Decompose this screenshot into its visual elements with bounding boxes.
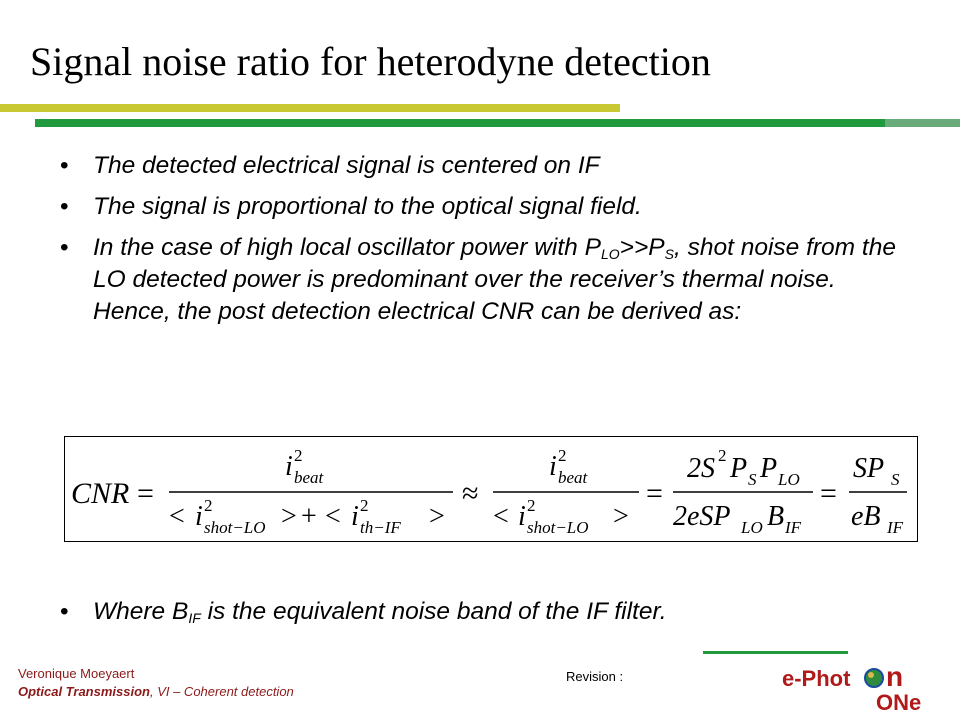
last-bullet bbox=[60, 596, 920, 628]
formula-num4: SP bbox=[853, 453, 885, 484]
footer-course-bold: Optical Transmission bbox=[18, 684, 150, 699]
formula-equals: = bbox=[820, 477, 837, 510]
formula-svg bbox=[65, 437, 917, 541]
formula-i: i bbox=[285, 451, 293, 482]
title-underline-yellow bbox=[0, 104, 620, 112]
bullet-text-part: , shot noise from the LO detected power is predominant over the receiver’s thermal noise. Hence, the post detection electrical CNR can be derived as: bbox=[93, 234, 896, 325]
logo-text-1: e-Phot bbox=[782, 666, 851, 691]
globe-land-icon bbox=[868, 672, 874, 678]
formula-b: B bbox=[767, 501, 785, 532]
footer-author: Veronique Moeyaert bbox=[18, 666, 135, 681]
bullet-dot: • bbox=[60, 152, 69, 179]
bullet-text-part: >>P bbox=[619, 234, 665, 261]
formula-sq: 2 bbox=[558, 446, 567, 465]
bullet-item bbox=[60, 150, 920, 182]
bullet-item bbox=[60, 232, 920, 328]
subscript-lo: LO bbox=[600, 246, 620, 262]
logo-text-3: ONe bbox=[876, 690, 922, 714]
page-title: Signal noise ratio for heterodyne detection bbox=[30, 39, 711, 84]
formula-p: P bbox=[760, 453, 778, 484]
formula-gt: > bbox=[281, 501, 297, 532]
subscript-if: IF bbox=[188, 610, 201, 626]
bullet-text: The signal is proportional to the optical signal field. bbox=[93, 193, 642, 220]
formula-beat: beat bbox=[294, 468, 324, 487]
bullet-text-part: is the equivalent noise band of the IF filter. bbox=[200, 598, 667, 625]
bullet-dot: • bbox=[60, 193, 69, 220]
formula-s-sub: S bbox=[891, 470, 900, 489]
formula-sq: 2 bbox=[718, 446, 727, 465]
title-underline-green bbox=[35, 119, 885, 127]
title-underline-green-end bbox=[885, 119, 960, 127]
formula-i: i bbox=[549, 451, 557, 482]
formula-lo-sub: LO bbox=[778, 470, 800, 489]
subscript-s: S bbox=[664, 246, 674, 262]
formula-gt: > bbox=[429, 501, 445, 532]
formula-beat: beat bbox=[558, 468, 588, 487]
formula-den4: eB bbox=[851, 501, 881, 532]
footer-course bbox=[18, 684, 294, 699]
formula-shot-lo: shot−LO bbox=[204, 518, 266, 537]
formula-plus: + bbox=[301, 501, 317, 532]
formula-i: i bbox=[518, 501, 526, 532]
bullet-text: The detected electrical signal is centered on IF bbox=[93, 152, 600, 179]
formula-th-if: th−IF bbox=[360, 518, 401, 537]
formula-lt: < bbox=[493, 501, 509, 532]
bullet-dot: • bbox=[60, 598, 69, 625]
formula-shot-lo: shot−LO bbox=[527, 518, 589, 537]
formula-sq: 2 bbox=[360, 496, 369, 515]
formula-lt: < bbox=[325, 501, 341, 532]
formula-sq: 2 bbox=[294, 446, 303, 465]
logo-text-2: n bbox=[886, 664, 904, 692]
formula-if-sub: IF bbox=[785, 518, 802, 537]
formula-s-sub: S bbox=[748, 470, 757, 489]
globe-icon bbox=[865, 669, 883, 687]
formula-lo-sub: LO bbox=[741, 518, 763, 537]
formula-gt: > bbox=[613, 501, 629, 532]
formula-equals: = bbox=[646, 477, 663, 510]
e-photon-one-logo bbox=[782, 664, 952, 714]
formula-if-sub: IF bbox=[887, 518, 904, 537]
bullet-text-part: In the case of high local oscillator power with P bbox=[93, 234, 601, 261]
formula-sq: 2 bbox=[204, 496, 213, 515]
formula-num3: 2S bbox=[687, 453, 715, 484]
logo-underline bbox=[703, 651, 848, 654]
formula-i: i bbox=[195, 501, 203, 532]
bullet-item bbox=[60, 191, 920, 223]
cnr-formula bbox=[64, 436, 918, 542]
formula-cnr: CNR bbox=[71, 477, 130, 510]
formula-p: P bbox=[730, 453, 748, 484]
formula-sq: 2 bbox=[527, 496, 536, 515]
formula-lt: < bbox=[169, 501, 185, 532]
formula-approx: ≈ bbox=[462, 477, 479, 510]
formula-den3a: 2eSP bbox=[673, 501, 731, 532]
formula-equals: = bbox=[137, 477, 154, 510]
bullet-text-part: Where B bbox=[93, 598, 189, 625]
formula-i: i bbox=[351, 501, 359, 532]
bullet-list bbox=[60, 150, 920, 337]
bullet-dot: • bbox=[60, 234, 69, 261]
footer-course-rest: , VI – Coherent detection bbox=[149, 684, 294, 699]
footer-revision: Revision : bbox=[566, 669, 624, 684]
